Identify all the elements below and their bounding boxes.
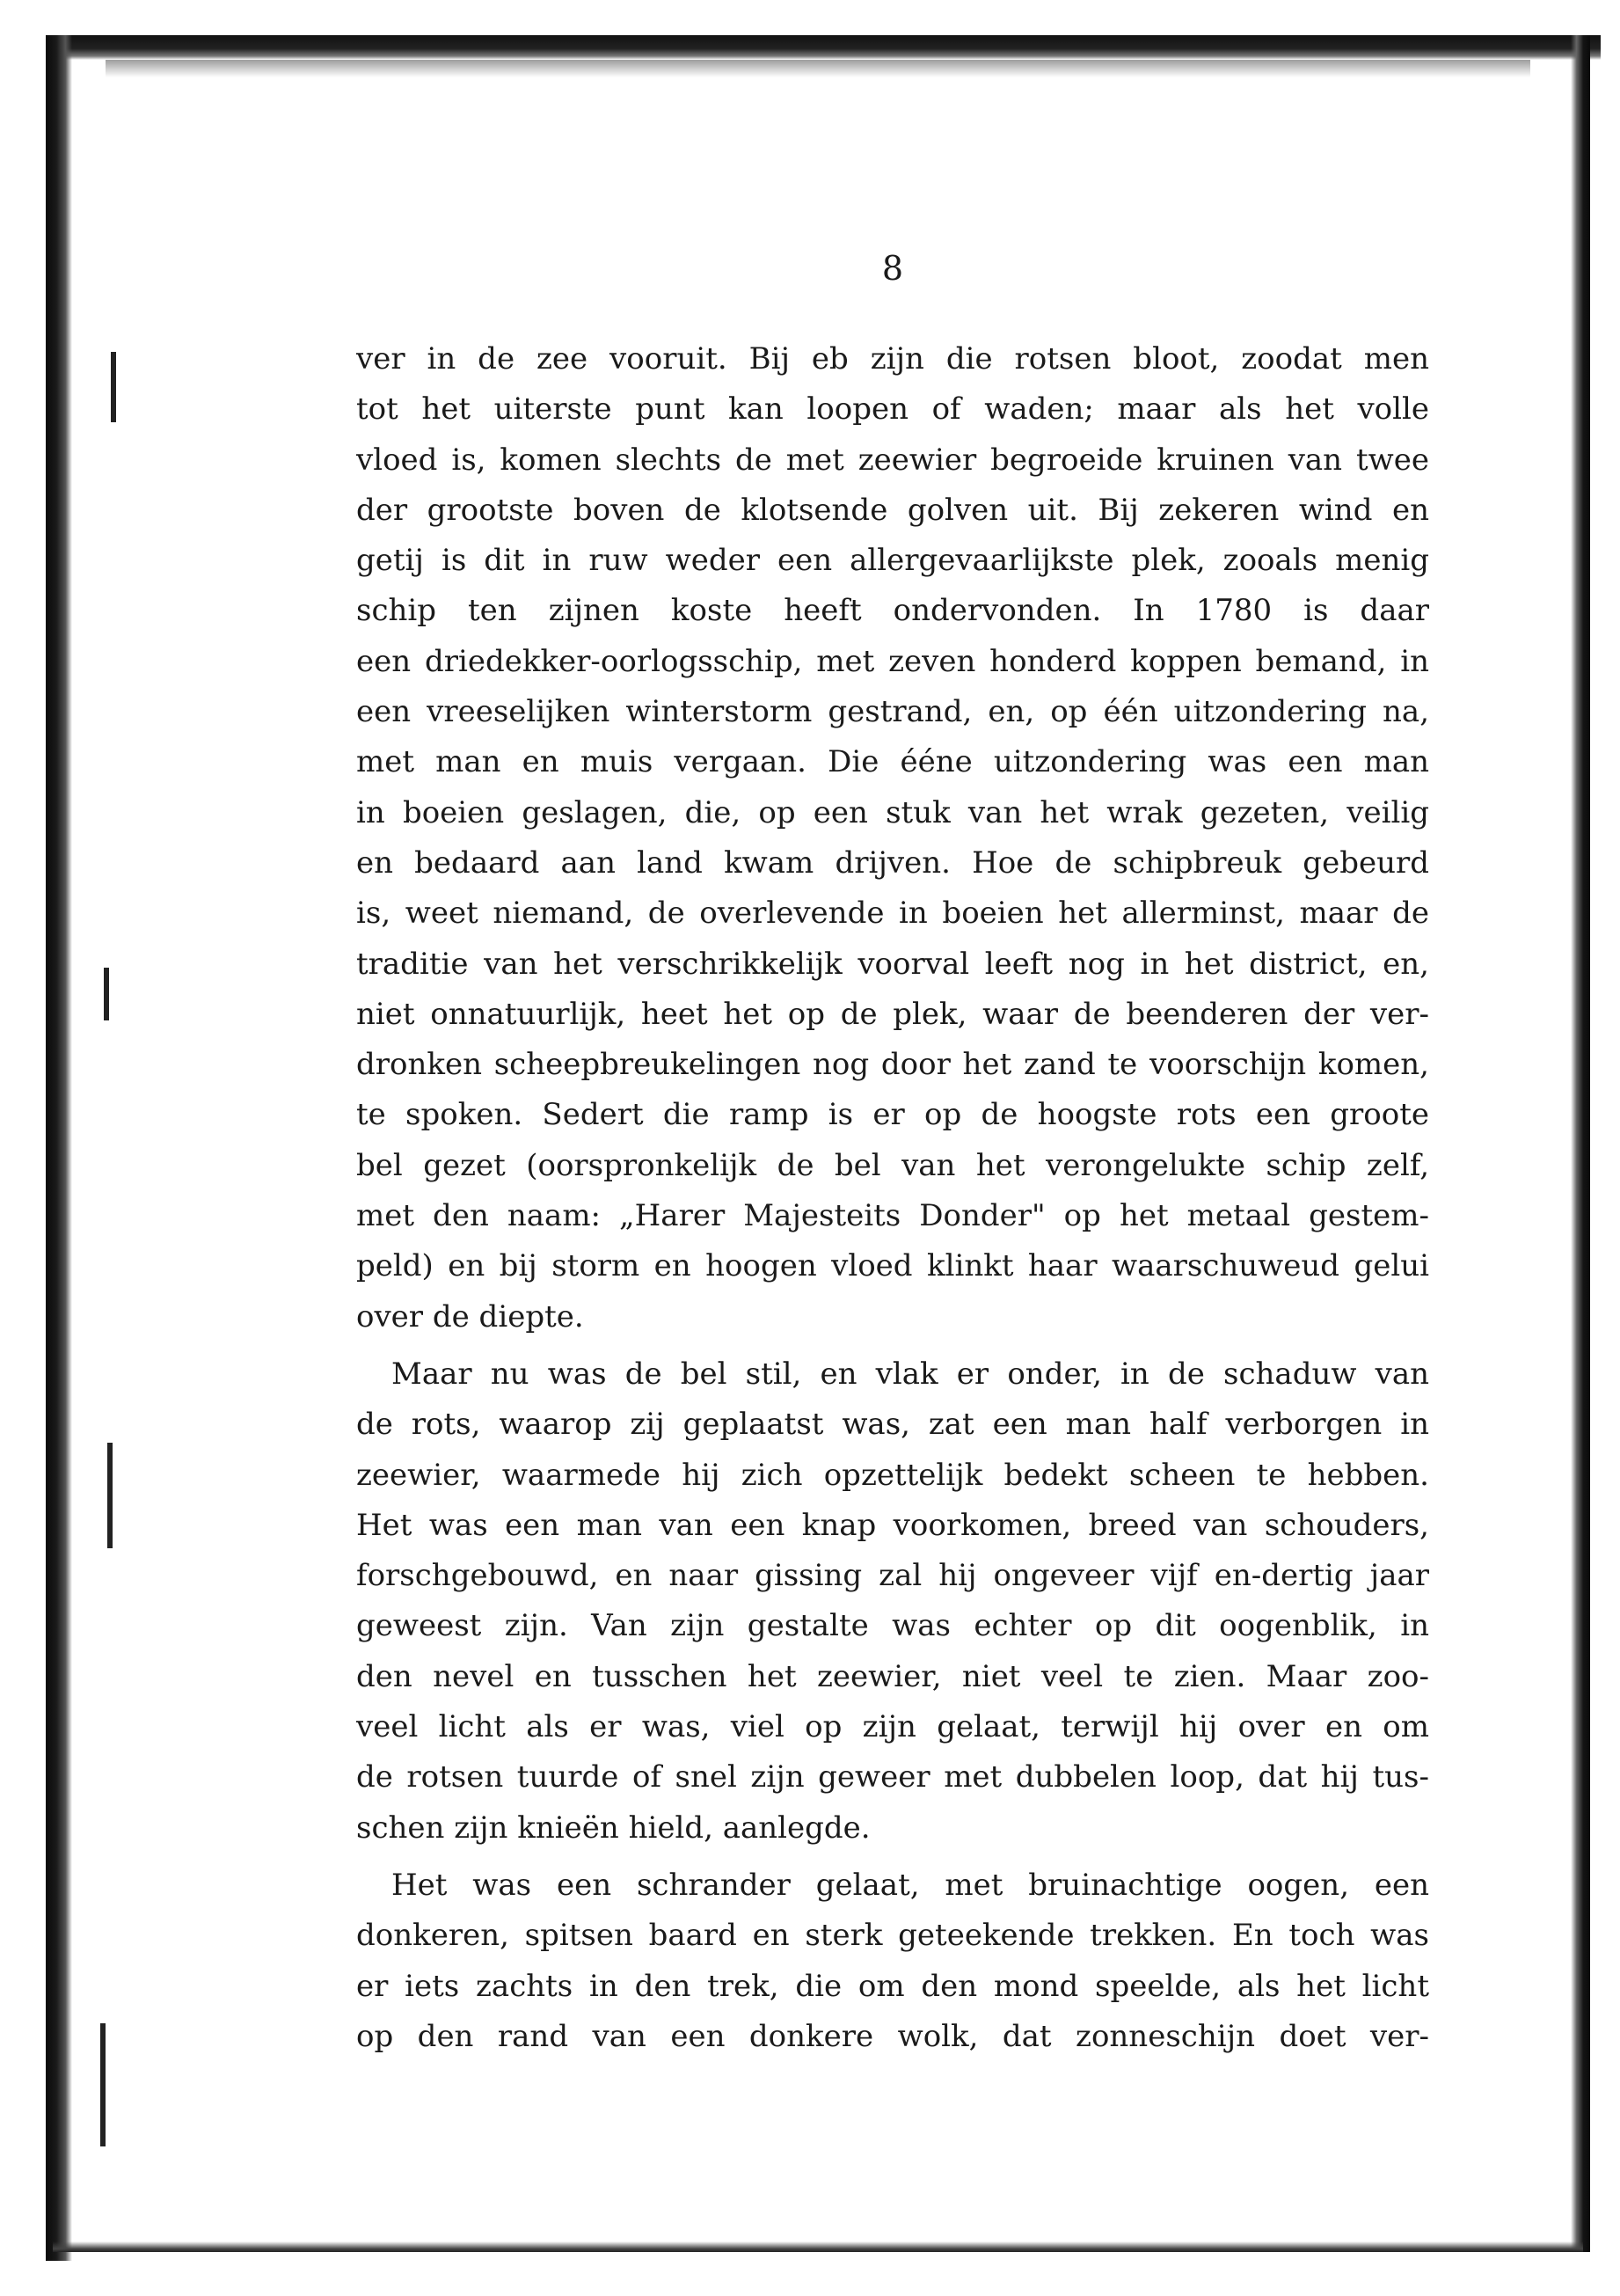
text-line: een driedekker-oorlogsschip, met zeven honderd koppen bemand, in xyxy=(356,643,1429,679)
scan-speck xyxy=(107,1443,113,1548)
text-line: ver in de zee vooruit. Bij eb zijn die rotsen bloot, zoodat men xyxy=(356,341,1429,377)
text-line: der grootste boven de klotsende golven uit. Bij zekeren wind en xyxy=(356,492,1429,528)
text-line: met man en muis vergaan. Die ééne uitzondering was een man xyxy=(356,744,1429,780)
scan-speck xyxy=(111,352,116,422)
scan-edge-top-shade xyxy=(106,60,1530,77)
text-line: den nevel en tusschen het zeewier, niet veel te zien. Maar zoo- xyxy=(356,1658,1429,1694)
scan-edge-right xyxy=(1571,35,1590,2252)
text-line: niet onnatuurlijk, heet het op de plek, waar de beenderen der ver- xyxy=(356,996,1429,1032)
text-line: getij is dit in ruw weder een allergevaarlijkste plek, zooals menig xyxy=(356,543,1429,579)
scan-speck xyxy=(104,968,109,1020)
text-line: traditie van het verschrikkelijk voorval leeft nog in het district, en, xyxy=(356,946,1429,982)
paragraph-gap xyxy=(356,1854,1429,1861)
text-line: is, weet niemand, de overlevende in boeien het allerminst, maar de xyxy=(356,896,1429,932)
scan-edge-left xyxy=(46,35,72,2261)
text-line: donkeren, spitsen baard en sterk geteekende trekken. En toch was xyxy=(356,1918,1429,1954)
text-line: met den naam: „Harer Majesteits Donder" op het metaal gestem- xyxy=(356,1198,1429,1234)
text-line: geweest zijn. Van zijn gestalte was echter op dit oogenblik, in xyxy=(356,1608,1429,1644)
text-line: en bedaard aan land kwam drijven. Hoe de schipbreuk gebeurd xyxy=(356,845,1429,881)
text-line: Het was een man van een knap voorkomen, breed van schouders, xyxy=(356,1507,1429,1543)
text-line: veel licht als er was, viel op zijn gelaat, terwijl hij over en om xyxy=(356,1709,1429,1745)
scan-edge-top xyxy=(53,35,1601,60)
text-line: Het was een schrander gelaat, met bruinachtige oogen, een xyxy=(391,1867,1429,1903)
text-line: zeewier, waarmede hij zich opzettelijk bedekt scheen te hebben. xyxy=(356,1457,1429,1493)
text-line: in boeien geslagen, die, op een stuk van het wrak gezeten, veilig xyxy=(356,794,1429,830)
text-line: vloed is, komen slechts de met zeewier begroeide kruinen van twee xyxy=(356,442,1429,478)
text-line: forschgebouwd, en naar gissing zal hij ongeveer vijf en-dertig jaar xyxy=(356,1558,1429,1594)
text-line: bel gezet (oorspronkelijk de bel van het verongelukte schip zelf, xyxy=(356,1147,1429,1183)
text-line: de rotsen tuurde of snel zijn geweer met dubbelen loop, dat hij tus- xyxy=(356,1759,1429,1795)
paragraph-gap xyxy=(356,1342,1429,1349)
text-line: de rots, waarop zij geplaatst was, zat een man half verborgen in xyxy=(356,1407,1429,1443)
text-line: Maar nu was de bel stil, en vlak er onder, in de schaduw van xyxy=(391,1356,1429,1392)
text-line: schen zijn knieën hield, aanlegde. xyxy=(356,1810,871,1846)
text-line: schip ten zijnen koste heeft ondervonden. In 1780 is daar xyxy=(356,593,1429,629)
text-line: dronken scheepbreukelingen nog door het zand te voorschijn komen, xyxy=(356,1047,1429,1083)
text-line: op den rand van een donkere wolk, dat zonneschijn doet ver- xyxy=(356,2018,1429,2054)
scan-edge-bottom xyxy=(53,2241,1583,2252)
body-text xyxy=(356,334,1429,2062)
text-line: er iets zachts in den trek, die om den mond speelde, als het licht xyxy=(356,1968,1429,2004)
text-line: peld) en bij storm en hoogen vloed klinkt haar waarschuweud gelui xyxy=(356,1248,1429,1284)
text-line: tot het uiterste punt kan loopen of waden; maar als het volle xyxy=(356,391,1429,428)
scan-speck xyxy=(100,2023,106,2146)
text-line: over de diepte. xyxy=(356,1298,584,1334)
text-line: te spoken. Sedert die ramp is er op de hoogste rots een groote xyxy=(356,1097,1429,1133)
page-number: 8 xyxy=(881,249,904,288)
text-line: een vreeselijken winterstorm gestrand, en, op één uitzondering na, xyxy=(356,694,1429,730)
